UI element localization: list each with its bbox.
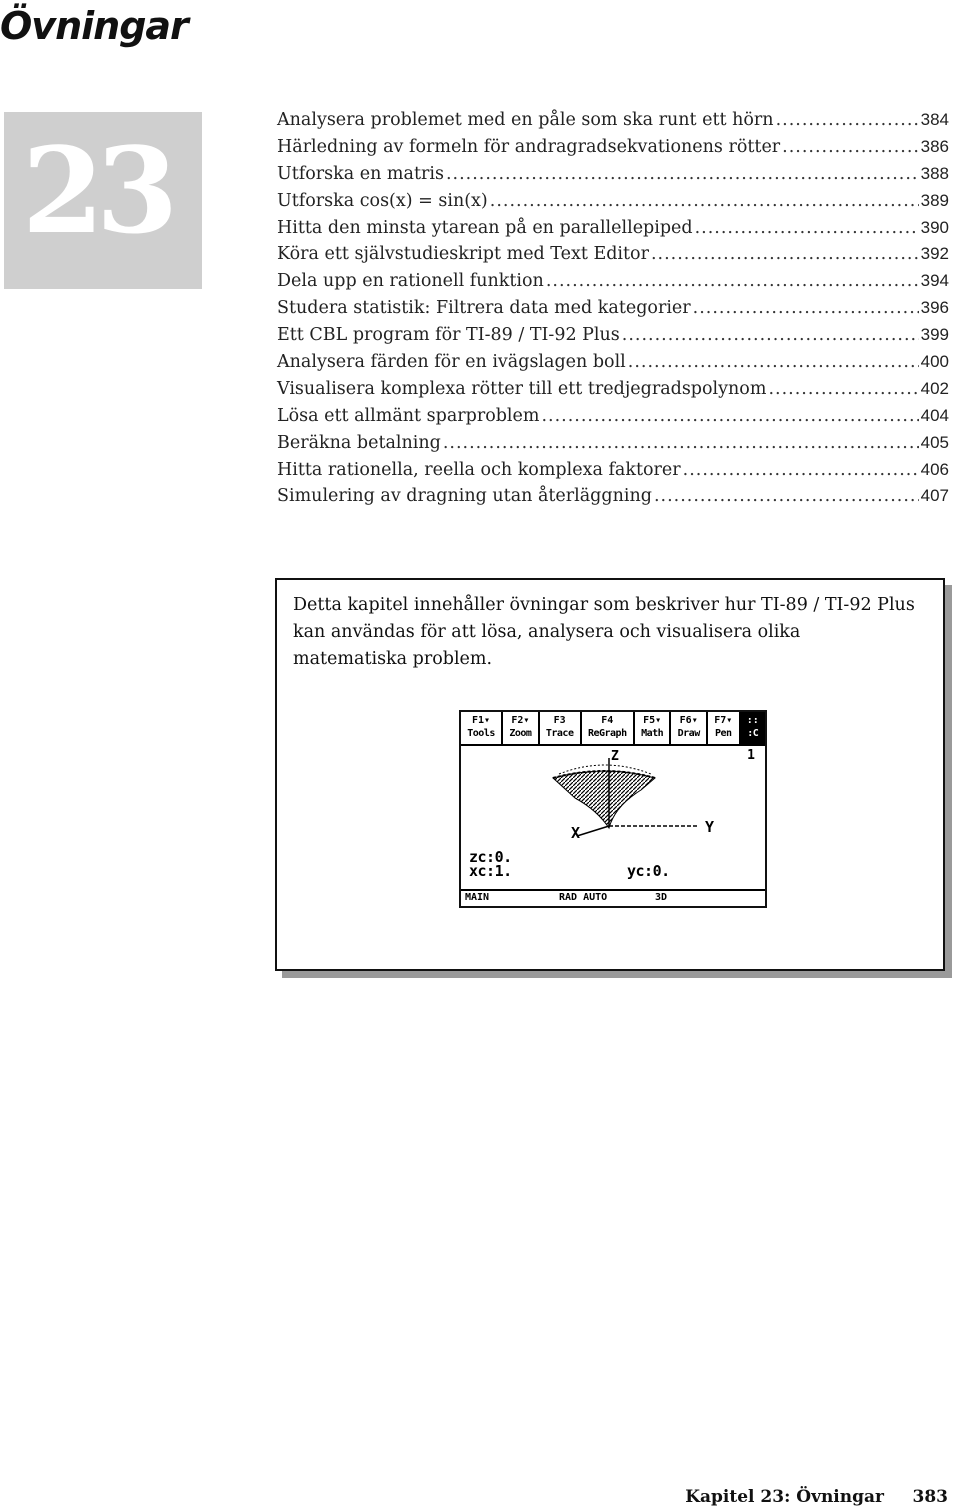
calculator-menu-item (540, 712, 582, 744)
toc-entry-page: 400 (920, 352, 949, 372)
toc-entry[interactable] (277, 110, 949, 137)
toc-entry-label: Beräkna betalning (277, 432, 441, 453)
toc-leader-dots (446, 164, 919, 184)
status-mode: MAIN (465, 892, 490, 903)
yc-readout: yc:0. (627, 862, 670, 880)
toc-entry-label: Studera statistik: Filtrera data med kategorier (277, 298, 691, 319)
calculator-menu-key: :: (746, 715, 759, 726)
calculator-menu-item (582, 712, 635, 744)
calculator-menu-key: F4 (601, 715, 614, 726)
toc-entry-label: Simulering av dragning utan återläggning (277, 486, 652, 507)
calculator-menu-item (708, 712, 741, 744)
toc-entry[interactable] (277, 352, 949, 379)
surface-mesh (553, 771, 655, 828)
toc-leader-dots (782, 137, 918, 157)
toc-leader-dots (693, 298, 919, 318)
calculator-menu-label: Zoom (509, 728, 532, 739)
toc-entry-page: 402 (920, 378, 949, 398)
calculator-menu-key: F7▾ (714, 715, 733, 726)
toc-entry[interactable] (277, 433, 949, 460)
calculator-menu-label: Draw (677, 728, 700, 739)
toc-entry[interactable] (277, 486, 949, 513)
y-axis-label: Y (705, 818, 715, 836)
intro-line: Detta kapitel innehåller övningar som beskriver hur TI-89 / TI-92 Plus (293, 595, 915, 615)
3d-surface-plot (465, 750, 755, 838)
calculator-menu-bar (461, 712, 765, 746)
toc-entry-label: Hitta rationella, reella och komplexa faktorer (277, 459, 681, 480)
toc-leader-dots (628, 352, 919, 372)
toc-leader-dots (651, 244, 919, 264)
toc-leader-dots (622, 325, 919, 345)
toc-leader-dots (768, 379, 918, 399)
toc-leader-dots (776, 110, 919, 130)
calculator-menu-item (635, 712, 672, 744)
toc-entry[interactable] (277, 191, 949, 218)
toc-entry-page: 394 (920, 271, 949, 291)
toc-entry[interactable] (277, 406, 949, 433)
toc-entry[interactable] (277, 298, 949, 325)
x-axis-label: X (571, 824, 581, 838)
info-box (275, 578, 945, 971)
calculator-menu-key: F1▾ (472, 715, 491, 726)
calculator-menu-key: F5▾ (643, 715, 662, 726)
toc-entry[interactable] (277, 379, 949, 406)
toc-entry-label: Utforska en matris (277, 163, 444, 184)
chapter-number: 23 (22, 121, 171, 260)
calculator-menu-label: Math (641, 728, 664, 739)
calculator-menu-item (503, 712, 540, 744)
toc-entry-page: 406 (920, 459, 949, 479)
toc-entry-label: Härledning av formeln för andragradsekvationens rötter (277, 136, 781, 157)
intro-text (293, 592, 933, 673)
toc-entry-page: 388 (920, 163, 949, 183)
toc-entry[interactable] (277, 271, 949, 298)
toc-entry-page: 405 (920, 432, 949, 452)
calculator-menu-label: :C (747, 728, 759, 739)
intro-line: kan användas för att lösa, analysera och visualisera olika (293, 622, 801, 642)
footer-page-number: 383 (912, 1487, 948, 1507)
toc-entry-page: 392 (920, 244, 949, 264)
toc-entry[interactable] (277, 244, 949, 271)
toc-entry[interactable] (277, 164, 949, 191)
calculator-menu-item (671, 712, 708, 744)
calculator-menu-label: Tools (467, 728, 495, 739)
toc-entry-label: Lösa ett allmänt sparproblem (277, 405, 540, 426)
toc-entry-label: Analysera problemet med en påle som ska runt ett hörn (277, 110, 774, 130)
toc-entry-label: Utforska cos(x) = sin(x) (277, 190, 488, 211)
calculator-menu-key: F3 (553, 715, 566, 726)
toc-entry-label: Köra ett självstudieskript med Text Editor (277, 244, 649, 265)
toc-entry-page: 399 (920, 325, 949, 345)
toc-entry-label: Ett CBL program för TI-89 / TI-92 Plus (277, 325, 620, 346)
toc-entry-page: 404 (920, 405, 949, 425)
calculator-status-bar (461, 889, 765, 906)
toc-entry-label: Analysera färden för en ivägslagen boll (277, 352, 626, 373)
table-of-contents (277, 110, 949, 513)
chapter-number-box (4, 112, 202, 289)
footer-chapter-title: Kapitel 23: Övningar (685, 1487, 884, 1507)
calculator-menu-key: F2▾ (511, 715, 530, 726)
toc-entry-page: 384 (920, 110, 949, 129)
toc-leader-dots (490, 191, 919, 211)
calculator-menu-label: Trace (545, 728, 574, 739)
toc-entry[interactable] (277, 137, 949, 164)
toc-entry-page: 396 (920, 298, 949, 318)
calculator-menu-item (461, 712, 503, 744)
z-axis-label: Z (611, 750, 619, 764)
calculator-menu-key: F6▾ (679, 715, 698, 726)
toc-leader-dots (546, 271, 919, 291)
page-title: Övningar (0, 4, 188, 48)
calculator-menu-item (741, 712, 766, 744)
zc-readout: zc:0. (469, 848, 512, 866)
toc-entry-label: Dela upp en rationell funktion (277, 271, 544, 292)
calculator-menu-label: Pen (714, 728, 732, 739)
toc-entry[interactable] (277, 460, 949, 487)
toc-entry-label: Visualisera komplexa rötter till ett tredjegradspolynom (277, 378, 767, 399)
toc-entry[interactable] (277, 218, 949, 245)
calculator-menu-label: ReGraph (587, 728, 627, 739)
x-axis (577, 826, 609, 836)
toc-entry-page: 407 (920, 486, 949, 506)
toc-leader-dots (541, 406, 918, 426)
xc-readout: xc:1. (469, 862, 512, 880)
toc-entry-page: 389 (920, 190, 949, 210)
status-angle: RAD AUTO (559, 892, 608, 903)
toc-leader-dots (654, 486, 919, 506)
toc-leader-dots (695, 218, 919, 238)
toc-entry-page: 386 (920, 136, 949, 156)
toc-entry[interactable] (277, 325, 949, 352)
toc-leader-dots (443, 433, 919, 453)
toc-entry-page: 390 (920, 217, 949, 237)
status-graph-type: 3D (655, 892, 668, 903)
toc-entry-label: Hitta den minsta ytarean på en parallellepiped (277, 217, 693, 238)
toc-leader-dots (683, 460, 919, 480)
graph-number: 1 (747, 748, 755, 763)
intro-line: matematiska problem. (293, 649, 493, 669)
calculator-screenshot (459, 710, 767, 908)
